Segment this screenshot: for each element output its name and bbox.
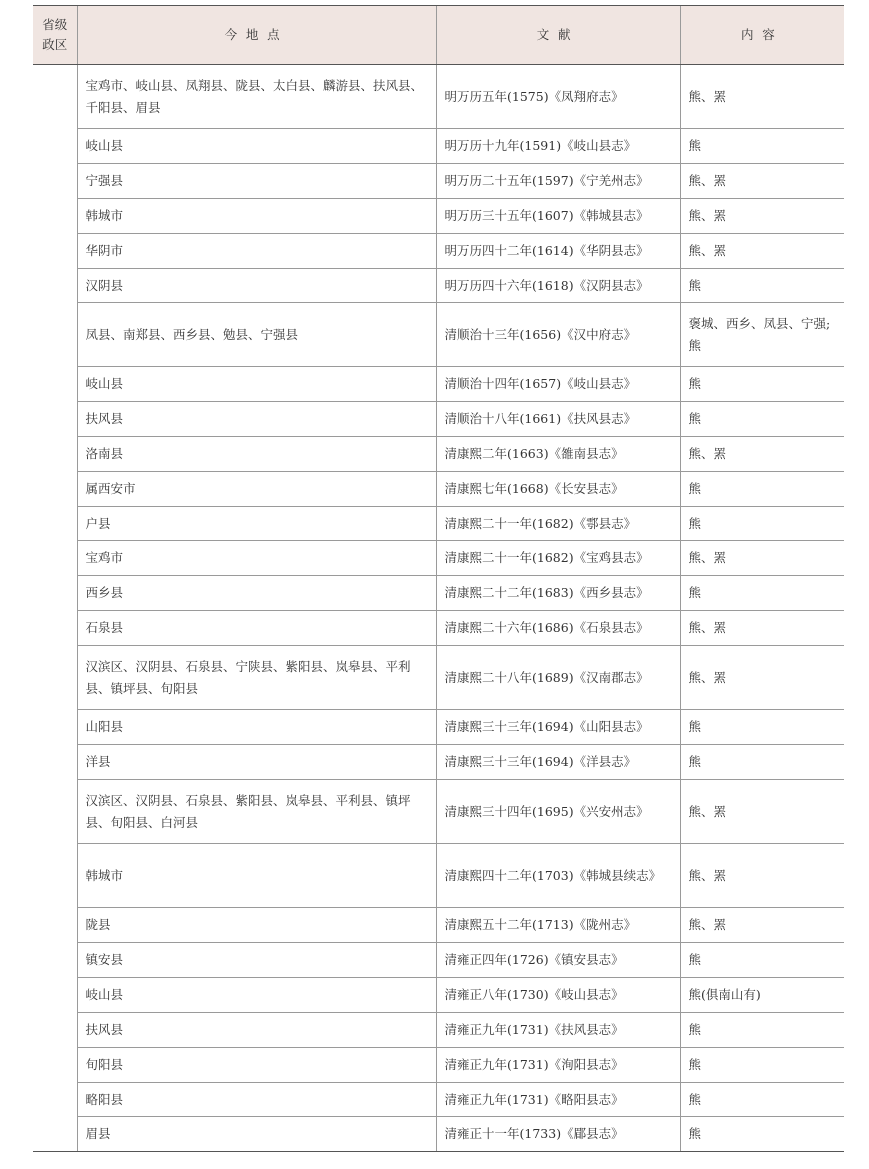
content-cell: 熊、罴 <box>680 199 844 234</box>
doc-cell: 清雍正八年(1730)《岐山县志》 <box>436 978 680 1013</box>
content-cell: 熊 <box>680 745 844 780</box>
table-row <box>33 908 844 943</box>
content-cell: 熊 <box>680 1117 844 1152</box>
table-row <box>33 367 844 402</box>
doc-cell: 清雍正十一年(1733)《郿县志》 <box>436 1117 680 1152</box>
doc-cell: 明万历二十五年(1597)《宁羌州志》 <box>436 164 680 199</box>
table-row <box>33 234 844 269</box>
content-cell: 熊 <box>680 710 844 745</box>
content-cell: 熊、罴 <box>680 541 844 576</box>
place-cell: 眉县 <box>77 1117 436 1152</box>
table-row <box>33 646 844 710</box>
doc-cell: 明万历四十六年(1618)《汉阴县志》 <box>436 269 680 303</box>
table-row <box>33 611 844 646</box>
doc-cell: 清康熙七年(1668)《长安县志》 <box>436 472 680 507</box>
header-province: 省级 政区 <box>33 6 77 65</box>
table-row <box>33 472 844 507</box>
table-row <box>33 303 844 367</box>
place-cell: 西乡县 <box>77 576 436 611</box>
content-cell: 熊、罴 <box>680 908 844 943</box>
place-cell: 岐山县 <box>77 978 436 1013</box>
table-row <box>33 1117 844 1152</box>
place-cell: 扶风县 <box>77 402 436 437</box>
doc-cell: 清康熙二十六年(1686)《石泉县志》 <box>436 611 680 646</box>
records-table <box>33 5 844 1152</box>
place-cell: 略阳县 <box>77 1083 436 1117</box>
table-row <box>33 745 844 780</box>
place-cell: 宝鸡市、岐山县、凤翔县、陇县、太白县、麟游县、扶风县、千阳县、眉县 <box>77 65 436 129</box>
doc-cell: 清康熙三十四年(1695)《兴安州志》 <box>436 780 680 844</box>
table-row <box>33 844 844 908</box>
doc-cell: 明万历四十二年(1614)《华阴县志》 <box>436 234 680 269</box>
place-cell: 镇安县 <box>77 943 436 978</box>
header-place: 今地点 <box>77 6 436 65</box>
content-cell: 熊 <box>680 402 844 437</box>
place-cell: 陇县 <box>77 908 436 943</box>
table-row <box>33 65 844 129</box>
place-cell: 旬阳县 <box>77 1048 436 1083</box>
doc-cell: 清雍正九年(1731)《扶风县志》 <box>436 1013 680 1048</box>
place-cell: 汉滨区、汉阴县、石泉县、紫阳县、岚皋县、平利县、镇坪县、旬阳县、白河县 <box>77 780 436 844</box>
table-row <box>33 1013 844 1048</box>
doc-cell: 清康熙二十一年(1682)《宝鸡县志》 <box>436 541 680 576</box>
content-cell: 熊 <box>680 943 844 978</box>
doc-cell: 清康熙二十二年(1683)《西乡县志》 <box>436 576 680 611</box>
table-row <box>33 1083 844 1117</box>
table-row <box>33 710 844 745</box>
doc-cell: 明万历五年(1575)《凤翔府志》 <box>436 65 680 129</box>
place-cell: 宝鸡市 <box>77 541 436 576</box>
doc-cell: 清康熙五十二年(1713)《陇州志》 <box>436 908 680 943</box>
content-cell: 熊 <box>680 1048 844 1083</box>
content-cell: 熊、罴 <box>680 65 844 129</box>
table-body <box>33 65 844 1152</box>
content-cell: 熊、罴 <box>680 437 844 472</box>
place-cell: 汉滨区、汉阴县、石泉县、宁陕县、紫阳县、岚皋县、平利县、镇坪县、旬阳县 <box>77 646 436 710</box>
table-row <box>33 269 844 303</box>
doc-cell: 清顺治十八年(1661)《扶风县志》 <box>436 402 680 437</box>
place-cell: 石泉县 <box>77 611 436 646</box>
doc-cell: 清康熙二年(1663)《雒南县志》 <box>436 437 680 472</box>
content-cell: 熊、罴 <box>680 611 844 646</box>
content-cell: 熊 <box>680 576 844 611</box>
content-cell: 熊 <box>680 129 844 164</box>
content-cell: 熊、罴 <box>680 164 844 199</box>
content-cell: 熊 <box>680 1013 844 1048</box>
doc-cell: 清康熙三十三年(1694)《山阳县志》 <box>436 710 680 745</box>
doc-cell: 清康熙二十一年(1682)《鄠县志》 <box>436 507 680 541</box>
place-cell: 岐山县 <box>77 367 436 402</box>
table-header-row <box>33 6 844 65</box>
place-cell: 洋县 <box>77 745 436 780</box>
place-cell: 韩城市 <box>77 199 436 234</box>
place-cell: 华阴市 <box>77 234 436 269</box>
place-cell: 山阳县 <box>77 710 436 745</box>
content-cell: 熊 <box>680 367 844 402</box>
doc-cell: 明万历十九年(1591)《岐山县志》 <box>436 129 680 164</box>
doc-cell: 明万历三十五年(1607)《韩城县志》 <box>436 199 680 234</box>
table-row <box>33 541 844 576</box>
content-cell: 熊 <box>680 507 844 541</box>
doc-cell: 清康熙四十二年(1703)《韩城县续志》 <box>436 844 680 908</box>
doc-cell: 清雍正九年(1731)《略阳县志》 <box>436 1083 680 1117</box>
header-content: 内容 <box>680 6 844 65</box>
place-cell: 韩城市 <box>77 844 436 908</box>
table-row <box>33 1048 844 1083</box>
table-row <box>33 943 844 978</box>
table-row <box>33 402 844 437</box>
place-cell: 属西安市 <box>77 472 436 507</box>
place-cell: 岐山县 <box>77 129 436 164</box>
doc-cell: 清康熙三十三年(1694)《洋县志》 <box>436 745 680 780</box>
content-cell: 褒城、西乡、凤县、宁强;熊 <box>680 303 844 367</box>
content-cell: 熊 <box>680 1083 844 1117</box>
table-row <box>33 978 844 1013</box>
content-cell: 熊 <box>680 472 844 507</box>
content-cell: 熊、罴 <box>680 780 844 844</box>
doc-cell: 清顺治十四年(1657)《岐山县志》 <box>436 367 680 402</box>
doc-cell: 清顺治十三年(1656)《汉中府志》 <box>436 303 680 367</box>
table-row <box>33 780 844 844</box>
content-cell: 熊 <box>680 269 844 303</box>
place-cell: 户县 <box>77 507 436 541</box>
table-row <box>33 129 844 164</box>
doc-cell: 清雍正四年(1726)《镇安县志》 <box>436 943 680 978</box>
table-row <box>33 164 844 199</box>
content-cell: 熊、罴 <box>680 646 844 710</box>
content-cell: 熊、罴 <box>680 844 844 908</box>
place-cell: 汉阴县 <box>77 269 436 303</box>
place-cell: 洛南县 <box>77 437 436 472</box>
doc-cell: 清雍正九年(1731)《洵阳县志》 <box>436 1048 680 1083</box>
table-row <box>33 199 844 234</box>
place-cell: 宁强县 <box>77 164 436 199</box>
doc-cell: 清康熙二十八年(1689)《汉南郡志》 <box>436 646 680 710</box>
table-row <box>33 507 844 541</box>
place-cell: 扶风县 <box>77 1013 436 1048</box>
header-doc: 文献 <box>436 6 680 65</box>
table-row <box>33 576 844 611</box>
province-cell <box>33 65 77 1152</box>
table-row <box>33 437 844 472</box>
content-cell: 熊(俱南山有) <box>680 978 844 1013</box>
place-cell: 凤县、南郑县、西乡县、勉县、宁强县 <box>77 303 436 367</box>
content-cell: 熊、罴 <box>680 234 844 269</box>
